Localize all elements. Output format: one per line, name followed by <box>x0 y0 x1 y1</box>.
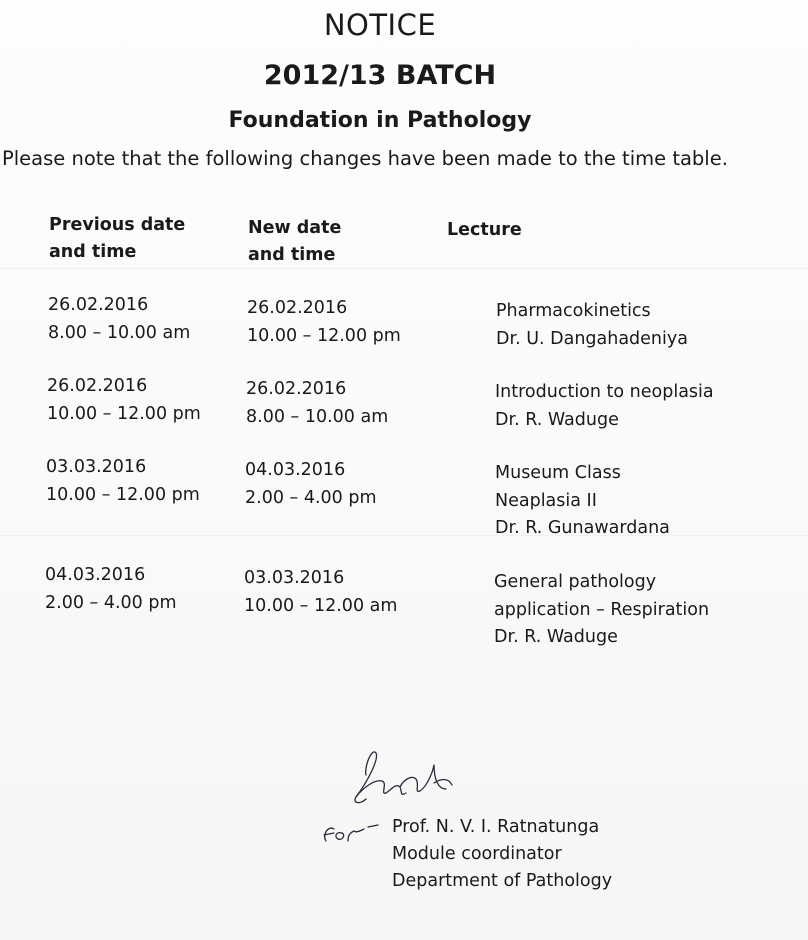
paper-fold <box>0 535 808 536</box>
row4-lecture-line1: General pathology <box>494 572 657 592</box>
signatory-department: Department of Pathology <box>392 871 613 891</box>
row3-prev-time: 10.00 – 12.00 pm <box>46 484 200 505</box>
row2-prev-date: 26.02.2016 <box>47 376 148 396</box>
previous-header-line2: and time <box>49 242 137 262</box>
row4-prev-date: 04.03.2016 <box>45 565 146 585</box>
row2-new-date: 26.02.2016 <box>246 379 347 399</box>
row1-previous <box>48 292 190 347</box>
row4-lecture <box>494 569 709 652</box>
row1-lecture <box>496 298 688 353</box>
row3-lecture <box>495 460 670 543</box>
row2-lecture <box>495 379 714 434</box>
row2-lecture-line2: Dr. R. Waduge <box>495 409 619 430</box>
signatory-name: Prof. N. V. I. Ratnatunga <box>392 817 600 837</box>
row3-prev-date: 03.03.2016 <box>46 457 147 477</box>
row4-new-date: 03.03.2016 <box>244 568 345 588</box>
new-date-header <box>248 215 341 269</box>
notice-heading: NOTICE <box>323 8 437 42</box>
new-header-line1: New date <box>248 218 342 238</box>
row4-lecture-line2: application – Respiration <box>494 599 710 620</box>
row3-lecture-line1: Museum Class <box>495 463 621 483</box>
row4-prev-time: 2.00 – 4.00 pm <box>45 592 177 613</box>
row2-previous <box>47 373 201 428</box>
row1-new-time: 10.00 – 12.00 pm <box>247 325 401 346</box>
row3-new <box>245 457 377 512</box>
row1-prev-time: 8.00 – 10.00 am <box>48 322 191 343</box>
row2-prev-time: 10.00 – 12.00 pm <box>47 403 201 424</box>
subject-heading: Foundation in Pathology <box>228 108 532 133</box>
signature-block <box>392 814 612 895</box>
paper-fold <box>0 268 808 269</box>
batch-heading: 2012/13 BATCH <box>263 60 497 91</box>
previous-date-header <box>49 212 185 266</box>
row3-lecture-line3: Dr. R. Gunawardana <box>495 518 670 538</box>
row3-new-time: 2.00 – 4.00 pm <box>245 487 377 508</box>
row2-new-time: 8.00 – 10.00 am <box>246 406 389 427</box>
row1-lecture-line1: Pharmacokinetics <box>496 301 651 321</box>
row3-new-date: 04.03.2016 <box>245 460 346 480</box>
row3-previous <box>46 454 200 509</box>
row1-new-date: 26.02.2016 <box>247 298 348 318</box>
signatory-role: Module coordinator <box>392 844 562 864</box>
row1-lecture-line2: Dr. U. Dangahadeniya <box>496 328 688 349</box>
lecture-header: Lecture <box>447 220 522 240</box>
row2-new <box>246 376 388 431</box>
intro-text: Please note that the following changes have been made to the time table. <box>2 147 728 170</box>
row4-lecture-line3: Dr. R. Waduge <box>494 627 618 647</box>
previous-header-line1: Previous date <box>49 215 186 235</box>
row2-lecture-line1: Introduction to neoplasia <box>495 382 714 402</box>
row3-lecture-line2: Neaplasia II <box>495 490 597 511</box>
row4-previous <box>45 562 177 617</box>
row1-new <box>247 295 401 350</box>
row4-new <box>244 565 397 620</box>
row1-prev-date: 26.02.2016 <box>48 295 149 315</box>
new-header-line2: and time <box>248 245 336 265</box>
row4-new-time: 10.00 – 12.00 am <box>244 595 398 616</box>
